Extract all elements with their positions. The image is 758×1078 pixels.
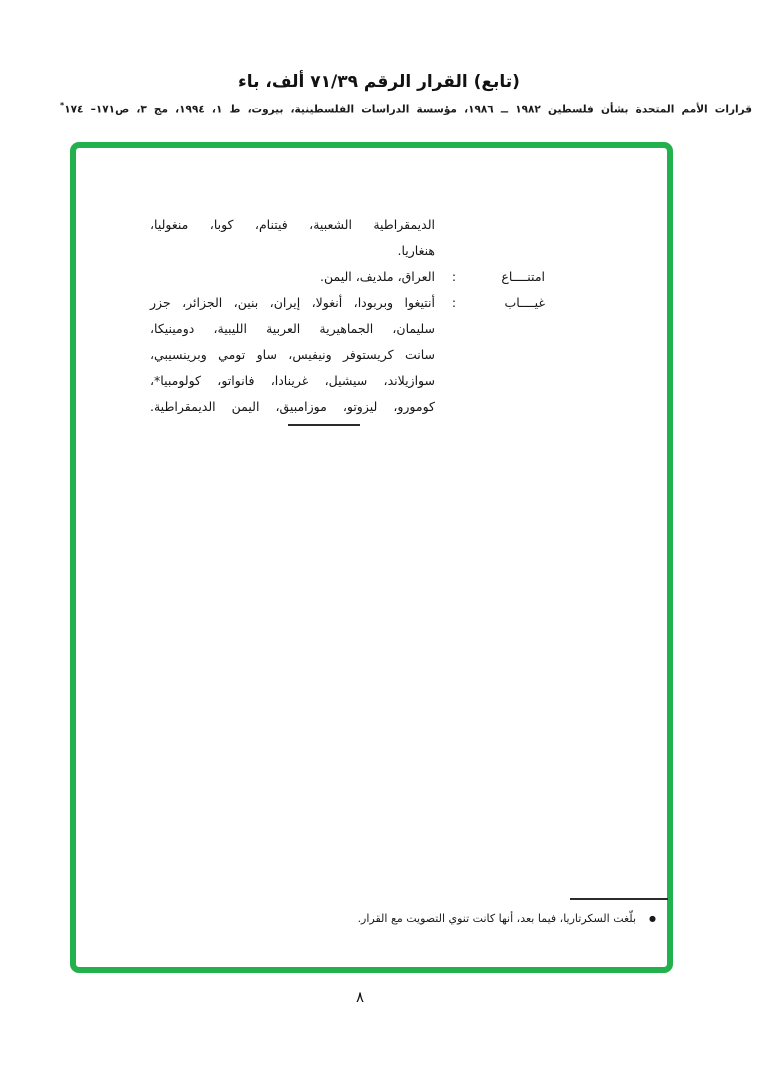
vote-label-abstain: امتنــــاع bbox=[501, 269, 545, 284]
section-divider bbox=[288, 424, 360, 426]
footnote-text: بلّغت السكرتاريا، فيما بعد، أنها كانت تنوي التصويت مع القرار. bbox=[357, 912, 637, 925]
absent-countries-line: كومورو، ليزوتو، موزامبيق، اليمن الديمقراطية. bbox=[150, 399, 435, 414]
absent-countries-line: أنتيغوا وبربودا، أنغولا، إيران، بنين، الجزائر، جزر bbox=[150, 295, 435, 310]
abstain-row bbox=[150, 264, 545, 290]
footnote-marker: ● bbox=[649, 914, 656, 923]
absent-row bbox=[150, 290, 545, 316]
absent-countries-line: سانت كريستوفر ونيفيس، ساو تومي وبرينسيبي، bbox=[150, 347, 435, 362]
footnote bbox=[296, 908, 656, 930]
vote-colon: : bbox=[451, 269, 457, 284]
absent-countries-line: سليمان، الجماهيرية العربية الليبية، دومينيكا، bbox=[150, 321, 435, 336]
source-ref-mark: * bbox=[60, 101, 65, 110]
source-citation bbox=[60, 101, 752, 116]
vote-colon: : bbox=[451, 295, 457, 310]
vote-results-block bbox=[150, 212, 545, 420]
source-citation-text: قرارات الأمم المتحدة بشأن فلسطين ١٩٨٢ ــ ١٩٨٦، مؤسسة الدراسات الفلسطينية، بيروت، ط ١، ١٩٩٤، مج ٣، ص١٧١– ١٧٤ bbox=[64, 103, 753, 116]
abstain-countries: العراق، ملديف، اليمن. bbox=[320, 269, 435, 284]
page-title: (تابع) القرار الرقم ٧١/٣٩ ألف، باء bbox=[238, 72, 520, 92]
footnote-divider bbox=[570, 898, 668, 900]
vote-label-absent: غيــــاب bbox=[504, 295, 545, 310]
in-favor-continuation-line: هنغاريا. bbox=[397, 243, 435, 258]
in-favor-continuation-line: الديمقراطية الشعبية، فيتنام، كوبا، منغوليا، bbox=[150, 217, 435, 232]
absent-countries-line: سوازيلاند، سيشيل، غرينادا، فانواتو، كولومبيا*، bbox=[150, 373, 435, 388]
page-number: ٨ bbox=[355, 988, 365, 1006]
